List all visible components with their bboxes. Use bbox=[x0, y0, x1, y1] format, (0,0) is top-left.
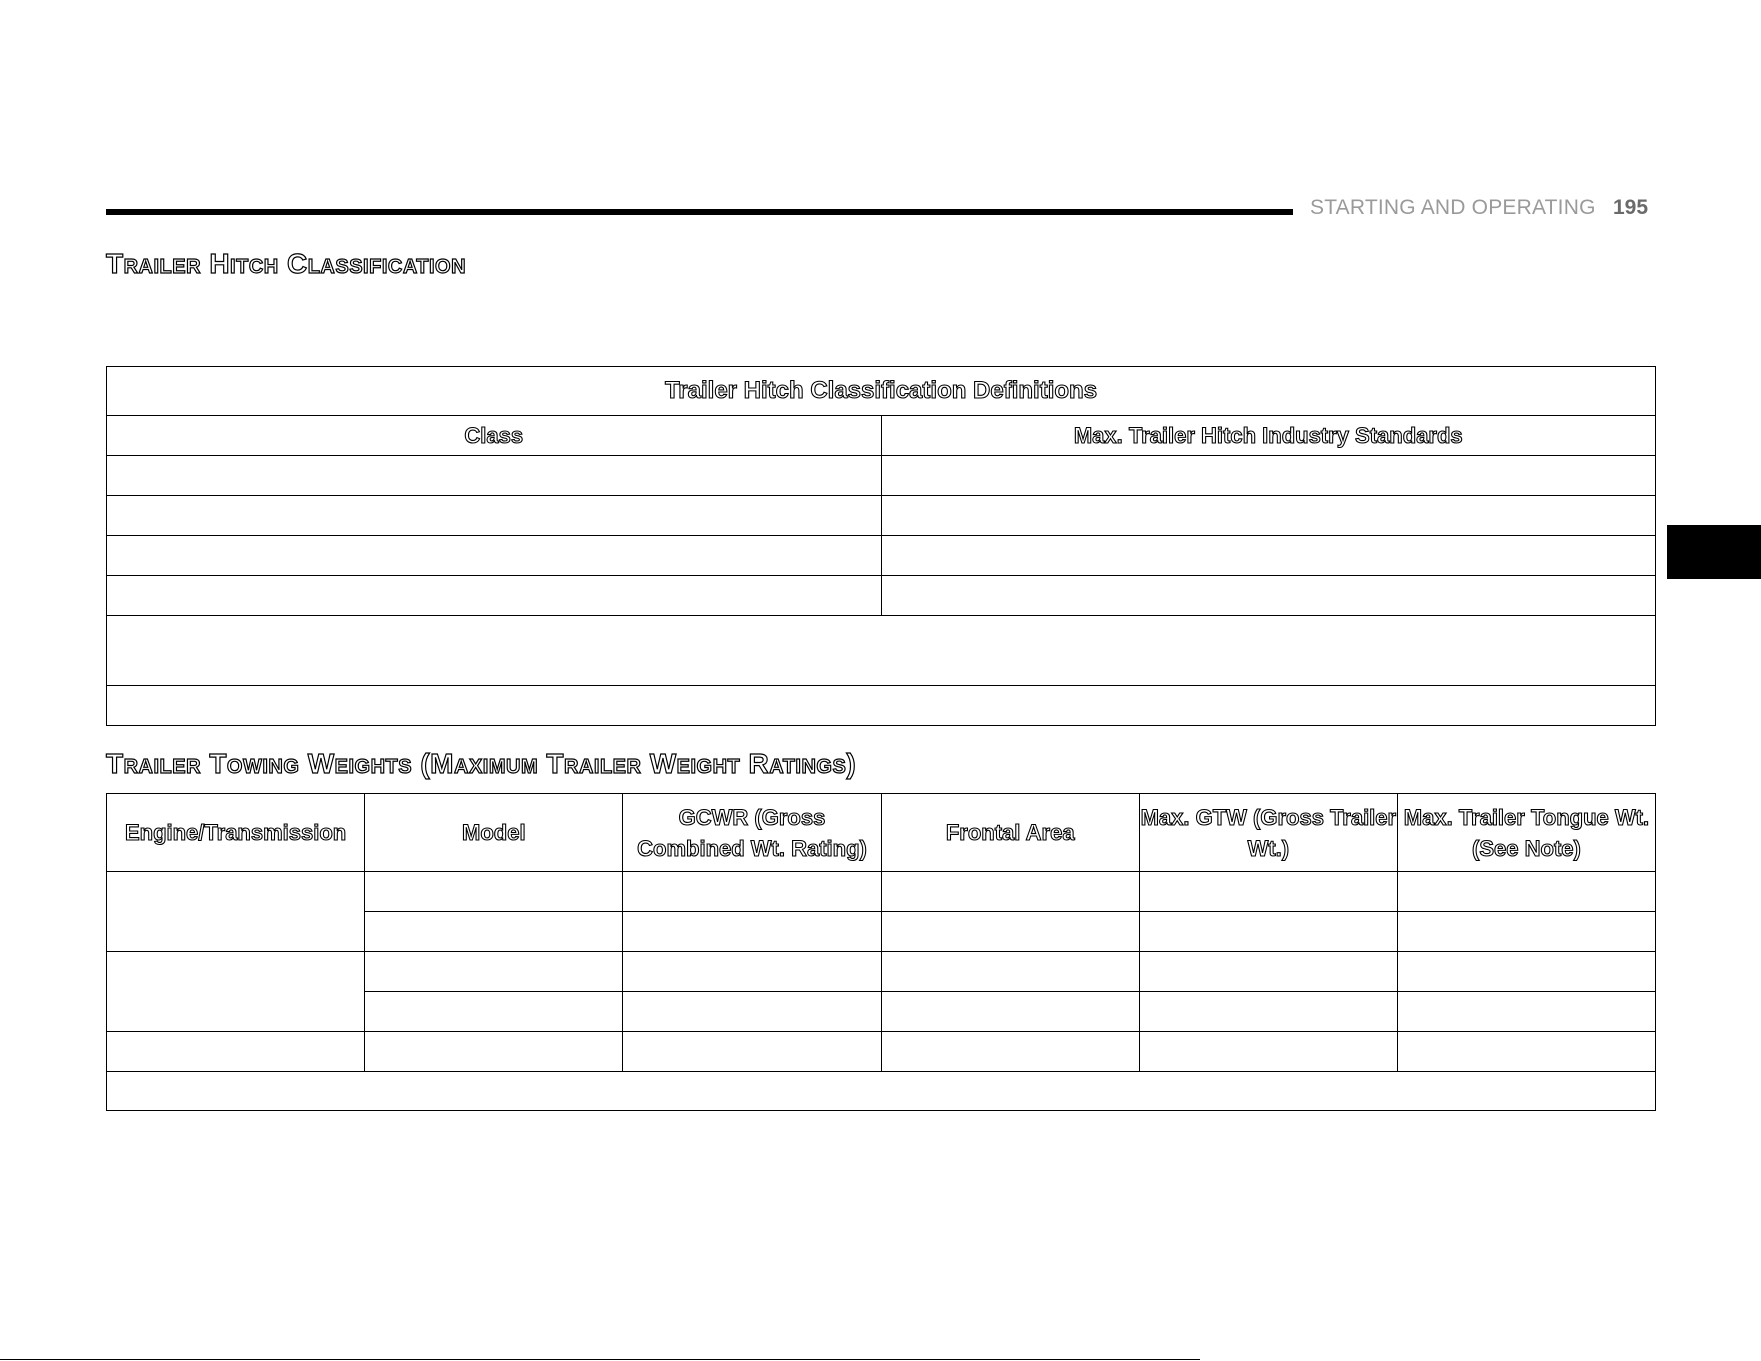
table-cell bbox=[881, 912, 1139, 952]
table-cell bbox=[107, 872, 365, 952]
table-cell bbox=[1139, 912, 1397, 952]
table-note-cell bbox=[107, 686, 1656, 726]
table-row bbox=[107, 496, 1656, 536]
table-cell bbox=[107, 952, 365, 1032]
table-title-row bbox=[107, 367, 1656, 416]
table-cell bbox=[623, 952, 881, 992]
table-header-row bbox=[107, 794, 1656, 872]
table-cell bbox=[365, 952, 623, 992]
table-cell bbox=[623, 992, 881, 1032]
towing-weights-table bbox=[106, 793, 1656, 1111]
table-cell bbox=[881, 992, 1139, 1032]
column-header-tongue-weight: Max. Trailer Tongue Wt. (See Note) bbox=[1397, 794, 1655, 872]
table-cell bbox=[881, 872, 1139, 912]
column-header-gcwr: GCWR (Gross Combined Wt. Rating) bbox=[623, 794, 881, 872]
table-cell bbox=[1397, 1032, 1655, 1072]
table-row bbox=[107, 952, 1656, 992]
table-title: Trailer Hitch Classification Definitions bbox=[107, 367, 1656, 416]
table-cell bbox=[107, 536, 882, 576]
table-row bbox=[107, 576, 1656, 616]
table-cell bbox=[1397, 952, 1655, 992]
table-cell bbox=[365, 872, 623, 912]
table-row bbox=[107, 536, 1656, 576]
chapter-tab-marker bbox=[1667, 525, 1761, 579]
table-row bbox=[107, 456, 1656, 496]
table-cell bbox=[1139, 1032, 1397, 1072]
table-cell bbox=[365, 912, 623, 952]
header-rule bbox=[106, 209, 1293, 215]
column-header-max-gtw: Max. GTW (Gross Trailer Wt.) bbox=[1139, 794, 1397, 872]
table-cell bbox=[365, 1032, 623, 1072]
table-cell bbox=[107, 1032, 365, 1072]
table-cell bbox=[881, 496, 1656, 536]
table-cell bbox=[1139, 872, 1397, 912]
table-cell bbox=[107, 496, 882, 536]
column-header-standards: Max. Trailer Hitch Industry Standards bbox=[881, 416, 1656, 456]
table-cell bbox=[881, 536, 1656, 576]
footer-rule bbox=[0, 1359, 1200, 1360]
table-cell bbox=[881, 456, 1656, 496]
column-header-frontal-area: Frontal Area bbox=[881, 794, 1139, 872]
section-heading-hitch-classification: Trailer Hitch Classification bbox=[106, 248, 467, 279]
table-cell bbox=[623, 1032, 881, 1072]
page-number: 195 bbox=[1613, 196, 1649, 219]
table-cell bbox=[623, 912, 881, 952]
table-cell bbox=[1397, 992, 1655, 1032]
table-cell bbox=[881, 1032, 1139, 1072]
table-cell bbox=[1397, 872, 1655, 912]
table-row bbox=[107, 872, 1656, 912]
table-note-row bbox=[107, 686, 1656, 726]
column-header-engine-transmission: Engine/Transmission bbox=[107, 794, 365, 872]
running-header-section: STARTING AND OPERATING bbox=[1310, 196, 1596, 219]
table-cell bbox=[107, 576, 882, 616]
table-cell bbox=[1397, 912, 1655, 952]
table-note-row bbox=[107, 616, 1656, 686]
table-cell bbox=[881, 576, 1656, 616]
table-note-row bbox=[107, 1072, 1656, 1111]
table-cell bbox=[1139, 952, 1397, 992]
table-cell bbox=[107, 456, 882, 496]
column-header-class: Class bbox=[107, 416, 882, 456]
hitch-classification-table bbox=[106, 366, 1656, 726]
table-header-row bbox=[107, 416, 1656, 456]
table-cell bbox=[881, 952, 1139, 992]
section-heading-towing-weights: Trailer Towing Weights (Maximum Trailer Weight Ratings) bbox=[106, 748, 857, 779]
table-row bbox=[107, 1032, 1656, 1072]
table-cell bbox=[1139, 992, 1397, 1032]
table-cell bbox=[365, 992, 623, 1032]
table-cell bbox=[623, 872, 881, 912]
column-header-model: Model bbox=[365, 794, 623, 872]
table-note-cell bbox=[107, 1072, 1656, 1111]
table-note-cell bbox=[107, 616, 1656, 686]
